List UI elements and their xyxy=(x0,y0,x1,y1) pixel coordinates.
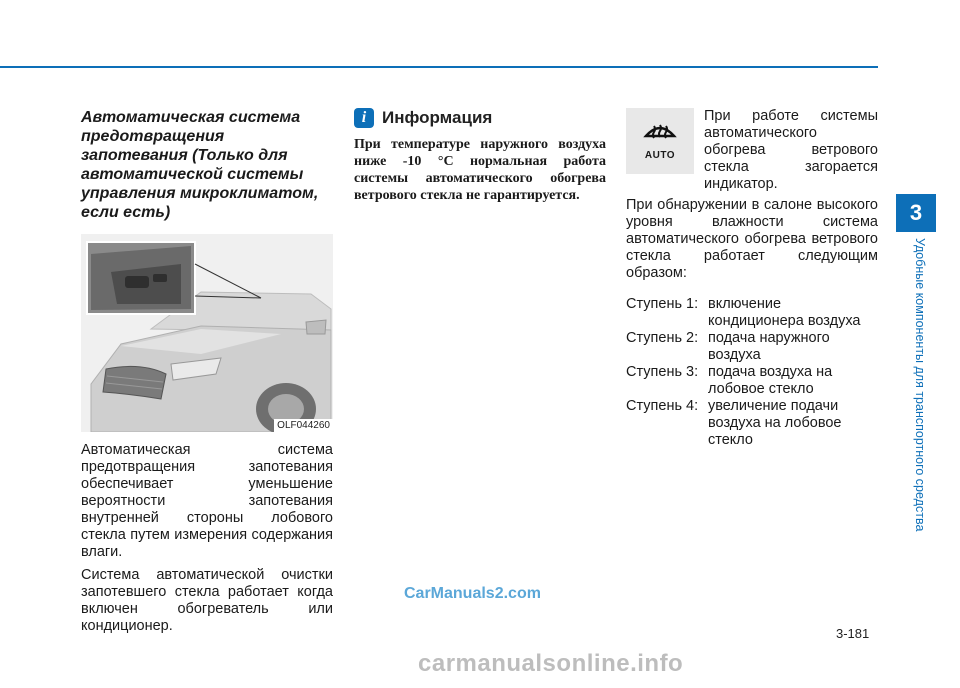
info-title: Информация xyxy=(382,108,493,127)
left-paragraph-2: Система автоматической очистки запотевшего стекла работает когда включен обогреватель или кондиционер. xyxy=(81,567,333,634)
indicator-text: При работе системы автоматического обогрева ветрового стекла загорается индикатор. xyxy=(704,108,878,192)
chapter-tab[interactable]: 3 xyxy=(896,194,936,232)
info-icon: i xyxy=(354,108,374,128)
stage-label: Ступень 4: xyxy=(626,398,699,414)
section-title: Автоматическая система предотвращения запотевания (Только для автоматической системы управления микроклиматом, если есть) xyxy=(81,109,319,221)
page-number: 3-181 xyxy=(836,626,870,641)
indicator-row xyxy=(626,108,878,193)
watermark-top[interactable]: CarManuals2.com xyxy=(404,585,541,602)
car-illustration xyxy=(81,234,333,432)
stage-label: Ступень 3: xyxy=(626,364,699,380)
stage-list xyxy=(626,296,878,449)
stage-item xyxy=(626,330,878,364)
info-body: При температуре наружного воздуха ниже -10 °C нормальная работа системы автоматического обогрева ветрового стекла не гарантируется. xyxy=(354,137,606,203)
watermark-bottom[interactable]: carmanualsonline.info xyxy=(418,650,684,677)
left-paragraph-1: Автоматическая система предотвращения запотевания обеспечивает уменьшение вероятности запотевания внутренней стороны лобового стекла путем измерения содержания влаги. xyxy=(81,442,333,560)
auto-defog-icon xyxy=(626,108,694,174)
chapter-title: Удобные компоненты для транспортного средства xyxy=(913,238,927,532)
info-header xyxy=(354,108,606,128)
stage-item xyxy=(626,364,878,398)
car-figure xyxy=(81,234,333,432)
top-rule xyxy=(0,66,878,68)
stage-desc: подача наружного воздуха xyxy=(708,330,830,363)
defog-symbol xyxy=(642,122,678,148)
humidity-paragraph: При обнаружении в салоне высокого уровня влажности система автоматического обогрева ветрового стекла работает следующим образом: xyxy=(626,197,878,281)
stage-desc: включение кондиционера воздуха xyxy=(708,296,861,329)
stage-label: Ступень 1: xyxy=(626,296,699,312)
info-box xyxy=(354,108,606,204)
left-column xyxy=(81,108,333,641)
figure-code: OLF044260 xyxy=(274,419,333,432)
right-column xyxy=(626,108,878,449)
stage-item xyxy=(626,398,878,449)
stage-label: Ступень 2: xyxy=(626,330,699,346)
stage-desc: увеличение подачи воздуха на лобовое стекло xyxy=(708,398,842,448)
stage-item xyxy=(626,296,878,330)
auto-label: AUTO xyxy=(644,149,676,161)
stage-desc: подача воздуха на лобовое стекло xyxy=(708,364,833,397)
